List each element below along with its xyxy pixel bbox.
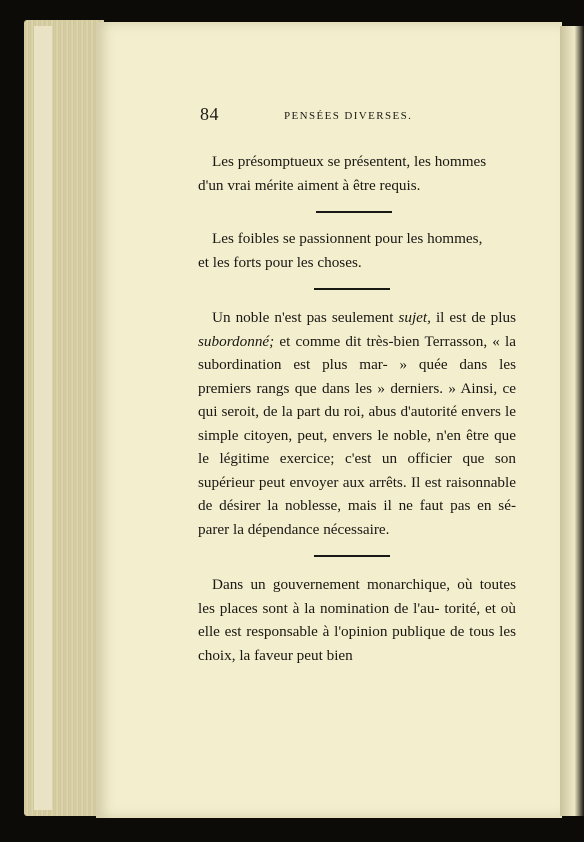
paragraph-4-text: Dans un gouvernement monarchique, où toutes les places sont à la nomination de l'au- torité, et où elle est responsable à l'opinion publique de tous les choix, la faveur peut bien	[198, 576, 516, 664]
body-text	[198, 150, 516, 667]
page-edge-strip	[34, 26, 52, 810]
paragraph-1-line-1: Les présomptueux se présentent, les hommes	[212, 153, 487, 170]
separator-rule	[314, 555, 390, 557]
paragraph-2-line-2: et les forts pour les choses.	[198, 253, 362, 271]
right-page-edge	[560, 26, 584, 816]
paragraph-3-italic-subordonne: subordonné;	[198, 332, 275, 350]
paragraph-2	[198, 227, 516, 274]
paragraph-3-text-b: il est de plus	[430, 309, 516, 326]
separator-rule	[314, 288, 390, 290]
paragraph-1-line-2: d'un vrai mérite aiment à être requis.	[198, 176, 421, 194]
paragraph-3-text-c: et comme dit très-bien Terrasson, « la subordination est plus mar- » quée dans les premiers rangs que dans les » derniers. » Ainsi, ce qui seroit, de la part du roi, abus d'autorité envers le simple citoyen, peut, envers le noble, n'en être que le légitime exercice; c'est un officier que son supérieur peut envoyer aux arrêts. Il est raisonnable de désirer la noblesse, mais il ne faut pas en sé- parer la dépendance nécessaire.	[198, 332, 516, 538]
paragraph-2-line-1: Les foibles se passionnent pour les hommes,	[212, 230, 483, 247]
running-title: PENSÉES DIVERSES.	[284, 110, 413, 122]
page-number: 84	[200, 104, 219, 124]
separator-rule	[316, 211, 392, 213]
paragraph-3	[198, 306, 516, 541]
paragraph-1	[198, 150, 516, 197]
paragraph-4	[198, 573, 516, 667]
paragraph-3-text-a: Un noble n'est pas seulement	[212, 309, 399, 326]
page-header	[200, 104, 434, 128]
paragraph-3-italic-sujet: sujet,	[398, 309, 431, 326]
